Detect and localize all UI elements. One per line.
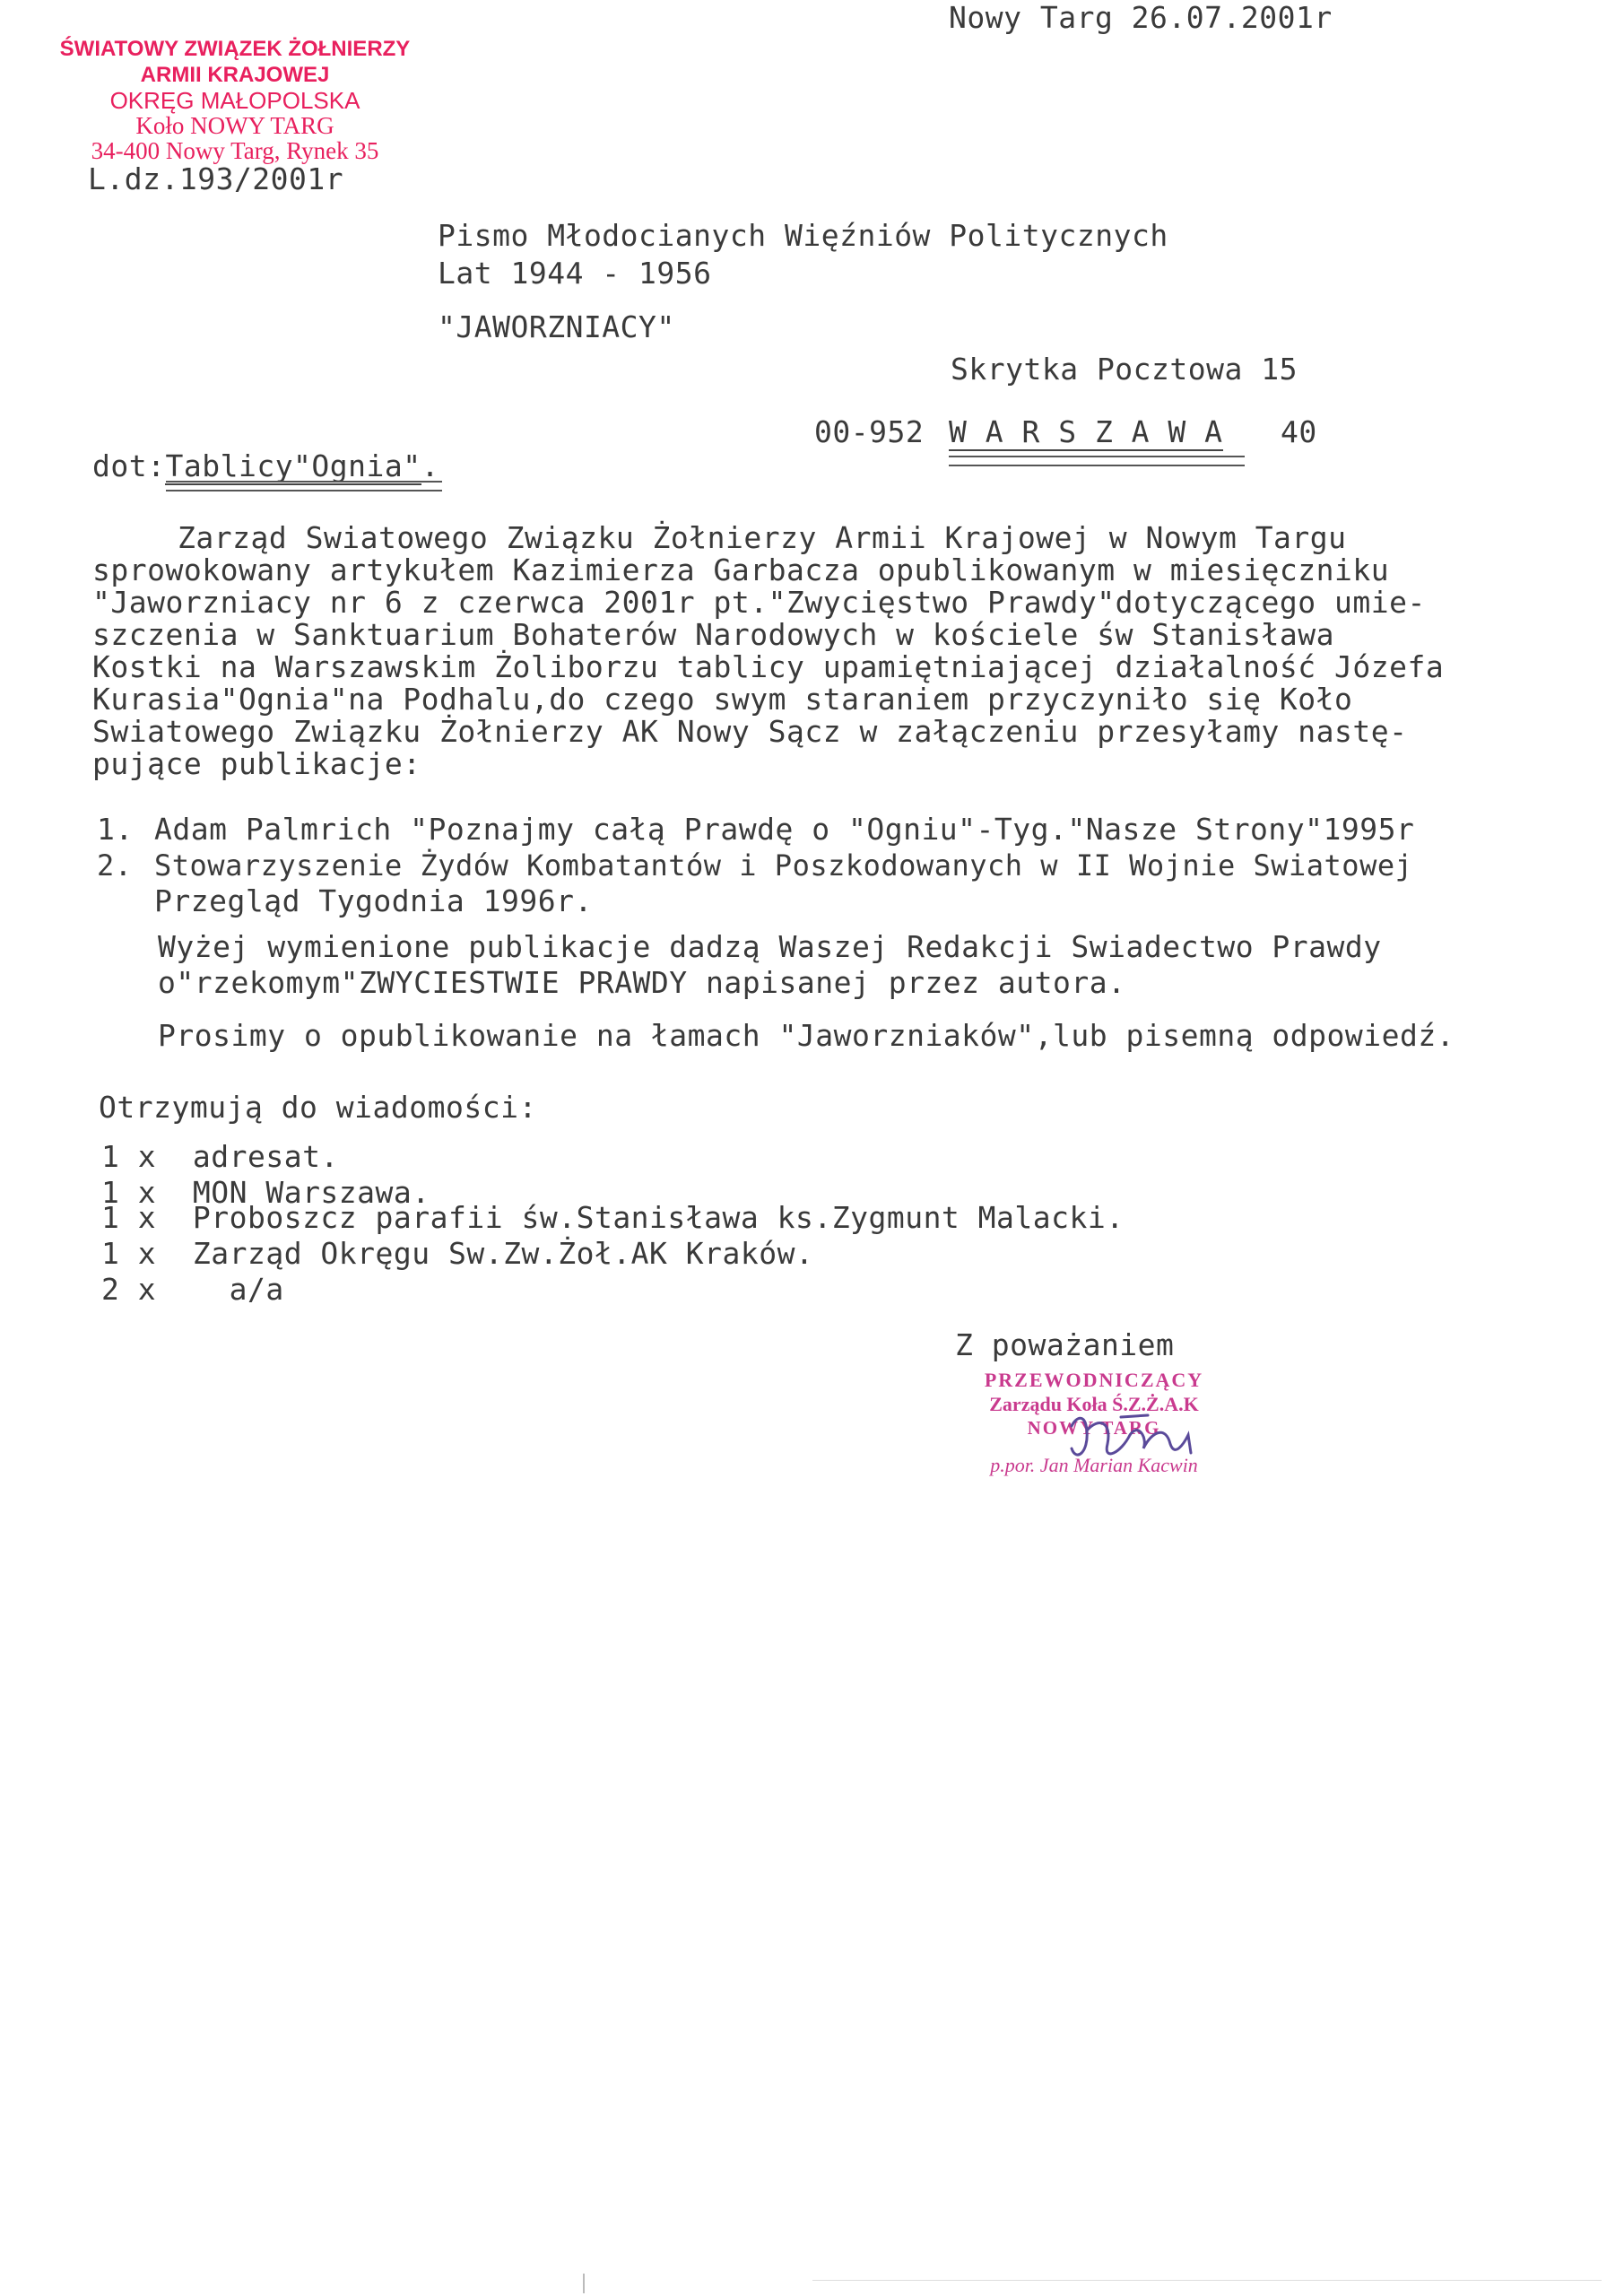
note-line: Wyżej wymienione publikacje dadzą Waszej Redakcji Swiadectwo Prawdy	[158, 929, 1382, 964]
body-line: sprowokowany artykułem Kazimierza Garbacza opublikowanym w miesięczniku	[92, 552, 1390, 587]
publication-item	[97, 848, 1412, 883]
subject-suffix: .	[421, 448, 440, 483]
publication-text-cont: Przegląd Tygodnia 1996r.	[154, 883, 593, 918]
recipient-line2: Lat 1944 - 1956	[438, 256, 712, 291]
distribution-count: 2 x	[101, 1272, 157, 1307]
body-line: Zarząd Swiatowego Związku Żołnierzy Armii Krajowej w Nowym Targu	[178, 520, 1347, 555]
body-line: Swiatowego Związku Żołnierzy AK Nowy Sącz w załączeniu przesyłamy nastę-	[92, 714, 1408, 749]
reference-number: L.dz.193/2001r	[88, 161, 344, 196]
recipient-box: Skrytka Pocztowa 15	[951, 352, 1298, 387]
sender-stamp-line2: ARMII KRAJOWEJ	[140, 63, 330, 87]
sender-stamp	[47, 36, 423, 163]
sender-stamp-line3: OKRĘG MAŁOPOLSKA	[109, 87, 360, 114]
scan-artifact	[583, 2274, 585, 2293]
note-line: o"rzekomym"ZWYCIESTWIE PRAWDY napisanej przez autora.	[158, 965, 1126, 1000]
subject-line	[92, 448, 439, 484]
city-double-underline	[949, 456, 1245, 466]
chairman-stamp-line2: Zarządu Koła Ś.Z.Ż.A.K	[989, 1393, 1199, 1415]
publication-item	[97, 812, 1414, 848]
distribution-count: 1 x	[101, 1175, 157, 1210]
closing-greeting: Z poważaniem	[955, 1327, 1175, 1362]
recipient-city-text: W A R S Z A W A	[949, 414, 1223, 449]
publication-text: Adam Palmrich "Poznajmy całą Prawdę o "Ogniu"-Tyg."Nasze Strony"1995r	[154, 812, 1415, 847]
publication-number: 1.	[97, 812, 134, 847]
distribution-count: 1 x	[101, 1236, 157, 1271]
subject-prefix: dot:	[92, 448, 166, 483]
body-line: szczenia w Sanktuarium Bohaterów Narodowych w kościele św Stanisława	[92, 617, 1335, 652]
request-line: Prosimy o opublikowanie na łamach "Jaworzniaków",lub pisemną odpowiedź.	[158, 1018, 1455, 1053]
recipient-postcode: 00-952	[814, 414, 925, 449]
publication-text: Stowarzyszenie Żydów Kombatantów i Poszkodowanych w II Wojnie Swiatowej	[154, 848, 1413, 883]
distribution-text: Zarząd Okręgu Sw.Zw.Żoł.AK Kraków.	[192, 1236, 814, 1271]
body-line: Kostki na Warszawskim Żoliborzu tablicy upamiętniającej działalność Józefa	[92, 649, 1445, 684]
chairman-stamp-line4: p.por. Jan Marian Kacwin	[990, 1454, 1198, 1476]
recipient-district: 40	[1281, 414, 1317, 449]
subject-double-underline	[166, 481, 442, 491]
sender-stamp-line5: 34-400 Nowy Targ, Rynek 35	[91, 137, 379, 164]
distribution-item	[101, 1272, 284, 1308]
distribution-text: Proboszcz parafii św.Stanisława ks.Zygmunt Malacki.	[192, 1200, 1125, 1235]
distribution-text: adresat.	[192, 1139, 339, 1174]
sender-stamp-line1: ŚWIATOWY ZWIĄZEK ŻOŁNIERZY	[59, 37, 411, 61]
recipient-line3: "JAWORZNIACY"	[438, 309, 675, 344]
body-line: "Jaworzniacy nr 6 z czerwca 2001r pt."Zwycięstwo Prawdy"dotyczącego umie-	[92, 585, 1426, 620]
signature-graphic	[986, 1390, 1273, 1489]
distribution-heading: Otrzymują do wiadomości:	[99, 1090, 537, 1125]
distribution-item	[101, 1236, 813, 1272]
scan-artifact	[812, 2280, 1602, 2281]
body-line: Kurasia"Ognia"na Podhalu,do czego swym staraniem przyczyniło się Koło	[92, 682, 1353, 717]
chairman-stamp-line3: NOWY TARG	[1027, 1417, 1161, 1439]
distribution-count: 1 x	[101, 1139, 157, 1174]
distribution-item	[101, 1139, 339, 1175]
subject-text: Tablicy"Ognia"	[165, 448, 421, 483]
body-line: pujące publikacje:	[92, 746, 421, 781]
distribution-text: MON Warszawa.	[192, 1175, 430, 1210]
distribution-count: 1 x	[101, 1200, 157, 1235]
publication-number: 2.	[97, 848, 133, 883]
sender-stamp-line4: Koło NOWY TARG	[135, 112, 334, 139]
recipient-line1: Pismo Młodocianych Więźniów Politycznych	[438, 218, 1168, 253]
distribution-item	[101, 1200, 1125, 1236]
recipient-city	[949, 414, 1223, 450]
chairman-stamp-line1: PRZEWODNICZĄCY	[984, 1369, 1204, 1391]
distribution-text: a/a	[192, 1272, 284, 1307]
place-date: Nowy Targ 26.07.2001r	[949, 0, 1333, 35]
